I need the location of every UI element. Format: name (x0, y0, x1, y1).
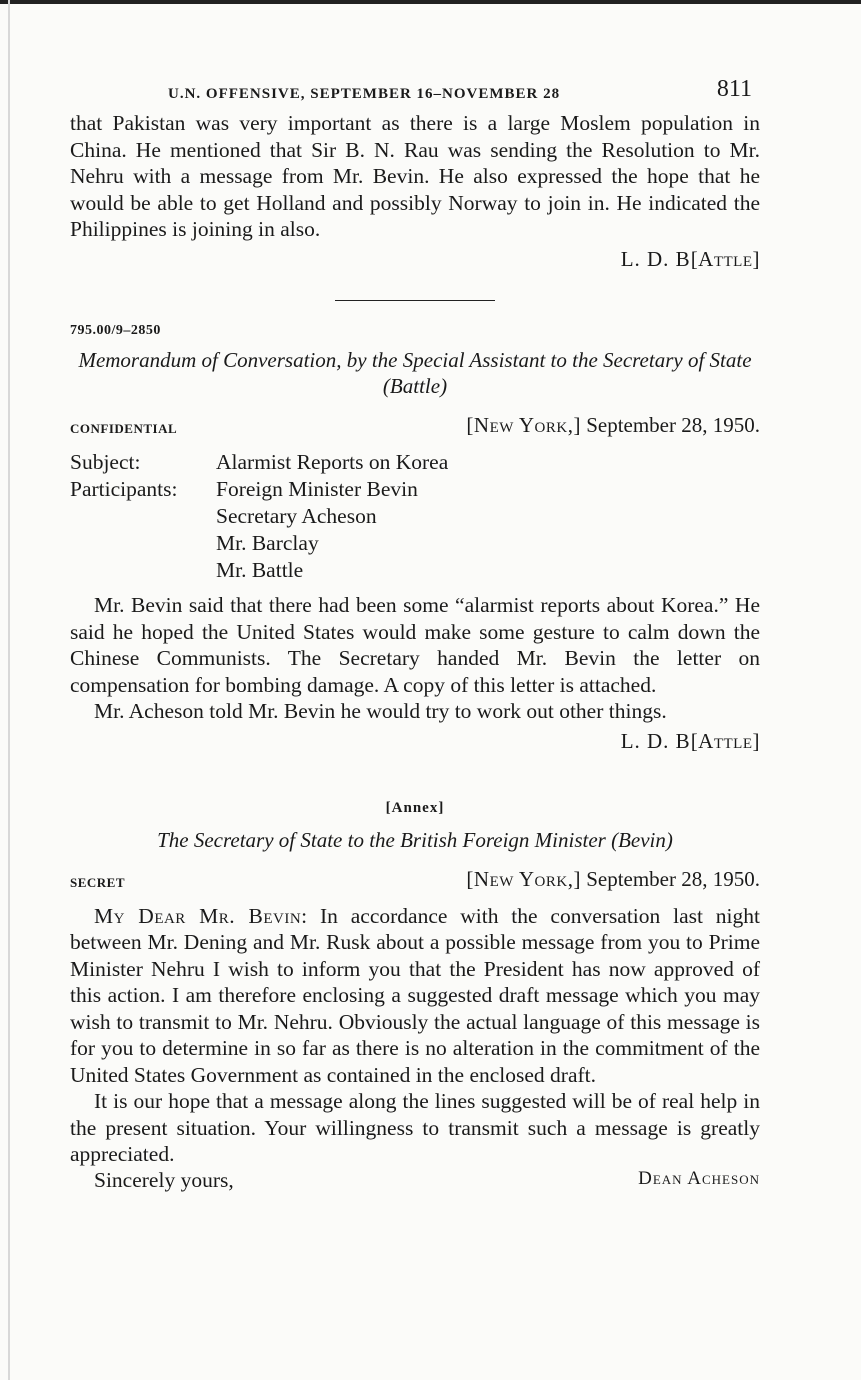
opening-paragraph: that Pakistan was very important as there is a large Moslem population in China. He mentioned that Sir B. N. Rau was sending the Resolution to Mr. Nehru with a message from Mr. Bevin. He also expressed the hope that he would be able to get Holland and possibly Norway to join in. He indicated the Philippines is joining in also. (70, 111, 760, 241)
annex-header-row (70, 867, 760, 897)
letter-closing: Sincerely yours, (94, 1167, 234, 1192)
memo-paragraph: Mr. Acheson told Mr. Bevin he would try to work out other things. (94, 699, 667, 723)
memo-classification: CONFIDENTIAL (70, 421, 178, 436)
subject-label: Subject: (70, 450, 141, 474)
opening-signature-bracket: [Attle] (690, 246, 760, 271)
memo-signature (70, 729, 760, 754)
memo-header-row (70, 413, 760, 443)
running-title: U.N. OFFENSIVE, SEPTEMBER 16–NOVEMBER 28 (168, 86, 561, 102)
document-page (70, 76, 760, 1198)
participant: Secretary Acheson (216, 504, 377, 528)
annex-dateline-date: September 28, 1950. (586, 866, 760, 891)
letter-paragraph-1-text: : In accordance with the conversation last night between Mr. Dening and Mr. Rusk about a possible message from you to Prime Minister Nehru I wish to inform you that the President has now approved of this action. I am therefore enclosing a suggested draft message which you may wish to transmit to Mr. Nehru. Obviously the actual language of this message is for you to determine in so far as there is no alteration in the commitment of the United States Government as contained in the enclosed draft. (70, 903, 760, 1087)
annex-dateline-place: [New York,] (466, 866, 581, 891)
annex-label: [Annex] (385, 799, 445, 816)
letter-paragraph-2: It is our hope that a message along the lines suggested will be of real help in the present situation. Your willingness to transmit such a message is greatly appreciated. (70, 1089, 760, 1166)
memo-title: Memorandum of Conversation, by the Special Assistant to the Secretary of State (Battle) (78, 348, 752, 398)
left-margin-line (8, 0, 10, 1380)
memo-paragraph: Mr. Bevin said that there had been some “alarmist reports about Korea.” He said he hoped the United States would make some gesture to calm down the Chinese Communists. The Secretary handed Mr. Bevin the letter on compensation for bombing damage. A copy of this letter is attached. (70, 593, 760, 697)
annex-classification: SECRET (70, 874, 126, 890)
memo-metadata (70, 449, 760, 584)
participants-row (70, 476, 760, 584)
participant: Mr. Barclay (216, 531, 319, 555)
section-divider (335, 300, 495, 302)
memo-dateline (466, 413, 760, 438)
memo-dateline-date: September 28, 1950. (586, 413, 760, 437)
letter-paragraph-1 (70, 903, 760, 1089)
subject-row (70, 449, 760, 476)
top-border (0, 0, 861, 4)
letter-salutation: My Dear Mr. Bevin (94, 903, 302, 928)
opening-signature-prefix: L. D. B (620, 246, 691, 271)
letter-signature: Dean Acheson (638, 1167, 760, 1189)
participant: Mr. Battle (216, 558, 304, 582)
participants-list (216, 476, 418, 584)
letter-closing-row (70, 1168, 760, 1198)
participants-label: Participants: (70, 477, 178, 501)
file-number: 795.00/9–2850 (70, 323, 161, 338)
memo-signature-bracket: [Attle] (690, 728, 760, 753)
running-head (70, 76, 760, 110)
annex-dateline (466, 867, 760, 892)
participant: Foreign Minister Bevin (216, 477, 418, 501)
subject-value: Alarmist Reports on Korea (216, 450, 449, 474)
annex-title: The Secretary of State to the British Foreign Minister (Bevin) (157, 827, 673, 852)
memo-dateline-place: [New York,] (466, 413, 581, 437)
memo-signature-prefix: L. D. B (620, 728, 691, 753)
opening-signature (70, 247, 760, 272)
page-number: 811 (716, 76, 752, 102)
